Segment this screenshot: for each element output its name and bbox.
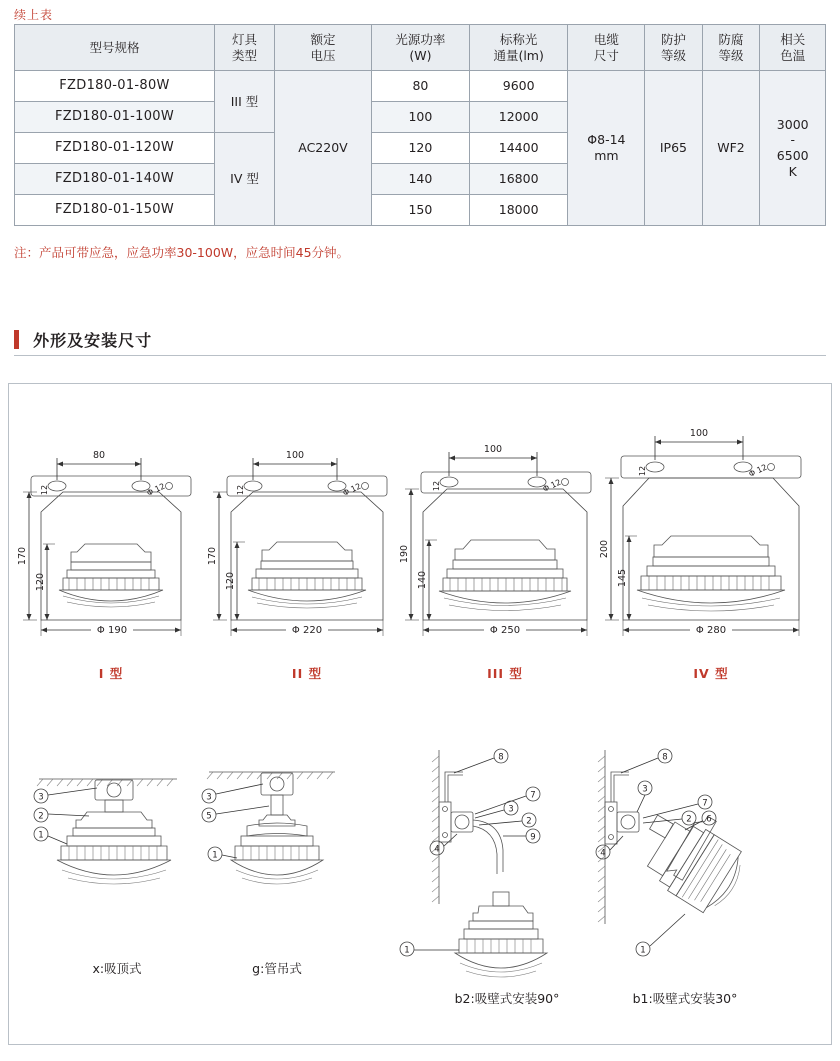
- svg-text:Φ 280: Φ 280: [695, 625, 727, 636]
- spec-table-container: [14, 24, 826, 226]
- col-type: 灯具 类型: [215, 25, 275, 71]
- svg-text:3: 3: [508, 804, 514, 815]
- svg-text:8: 8: [662, 752, 668, 763]
- svg-text:9: 9: [530, 832, 536, 843]
- svg-text:Φ 190: Φ 190: [96, 625, 128, 636]
- svg-text:Φ 12: Φ 12: [341, 481, 363, 498]
- col-model: 型号规格: [15, 25, 215, 71]
- svg-text:Φ 12: Φ 12: [541, 477, 563, 494]
- mounting-drawing-2: [202, 772, 335, 884]
- svg-text:12: 12: [40, 484, 49, 496]
- mounting-caption-1: x:吸顶式: [92, 961, 142, 976]
- cell-power: 140: [371, 164, 469, 195]
- col-cable: 电缆 尺寸: [568, 25, 645, 71]
- fixture-drawing-4: [599, 428, 801, 636]
- fixture-drawing-3: [399, 444, 591, 636]
- svg-text:120: 120: [35, 572, 46, 592]
- svg-text:170: 170: [17, 546, 28, 566]
- svg-text:145: 145: [617, 568, 628, 588]
- svg-text:120: 120: [225, 571, 236, 591]
- cell-model: FZD180-01-120W: [15, 133, 215, 164]
- col-power: 光源功率 (W): [371, 25, 469, 71]
- page-title: 外形及安装尺寸: [33, 331, 153, 350]
- svg-text:3: 3: [642, 784, 648, 795]
- table-note: 注：产品可带应急，应急功率30-100W，应急时间45分钟。: [14, 245, 350, 260]
- cell-cct: 3000 - 6500 K: [760, 71, 826, 226]
- svg-text:12: 12: [638, 465, 647, 477]
- col-voltage: 额定 电压: [275, 25, 372, 71]
- svg-text:5: 5: [206, 811, 212, 822]
- mounting-drawing-3: [400, 749, 547, 977]
- svg-text:3: 3: [206, 792, 212, 803]
- cell-power: 100: [371, 102, 469, 133]
- svg-text:1: 1: [404, 945, 410, 956]
- col-ip: 防护 等级: [645, 25, 702, 71]
- mounting-caption-2: g:管吊式: [252, 961, 302, 976]
- col-cct: 相关 色温: [760, 25, 826, 71]
- col-flux: 标称光 通量(lm): [469, 25, 568, 71]
- svg-text:7: 7: [530, 790, 536, 801]
- cell-power: 150: [371, 195, 469, 226]
- mounting-caption-3: b2:吸壁式安装90°: [454, 991, 560, 1006]
- svg-text:12: 12: [432, 480, 441, 492]
- svg-text:Φ 12: Φ 12: [747, 462, 769, 479]
- cell-flux: 9600: [469, 71, 568, 102]
- svg-text:1: 1: [38, 830, 44, 841]
- table-header-row: [15, 25, 826, 71]
- cell-corrosion: WF2: [702, 71, 760, 226]
- svg-text:7: 7: [702, 798, 708, 809]
- cell-type-4: IV 型: [215, 133, 275, 226]
- technical-drawings-svg: [9, 384, 833, 1046]
- svg-text:200: 200: [599, 539, 610, 559]
- svg-text:2: 2: [526, 816, 532, 827]
- svg-text:190: 190: [399, 544, 410, 564]
- cell-flux: 16800: [469, 164, 568, 195]
- fixture-caption-4: IV 型: [693, 666, 729, 681]
- fixture-drawing-1: [17, 450, 191, 636]
- fixture-caption-2: II 型: [291, 666, 323, 681]
- fixture-caption-1: I 型: [98, 666, 124, 681]
- col-corrosion: 防腐 等级: [702, 25, 760, 71]
- svg-text:Φ 250: Φ 250: [489, 625, 521, 636]
- svg-text:1: 1: [212, 850, 218, 861]
- fixture-caption-3: III 型: [487, 666, 523, 681]
- cell-flux: 18000: [469, 195, 568, 226]
- cell-power: 120: [371, 133, 469, 164]
- cell-model: FZD180-01-140W: [15, 164, 215, 195]
- cell-flux: 12000: [469, 102, 568, 133]
- spec-table: [14, 24, 826, 226]
- cell-voltage: AC220V: [275, 71, 372, 226]
- svg-text:2: 2: [38, 811, 44, 822]
- cell-ip: IP65: [645, 71, 702, 226]
- svg-text:Φ 220: Φ 220: [291, 625, 323, 636]
- svg-text:2: 2: [686, 814, 692, 825]
- svg-text:170: 170: [207, 546, 218, 566]
- svg-text:Φ 12: Φ 12: [145, 481, 167, 498]
- svg-text:1: 1: [640, 945, 646, 956]
- mounting-drawing-4: [596, 749, 752, 956]
- cell-cable: Φ8-14 mm: [568, 71, 645, 226]
- section-accent-bar: [14, 330, 19, 349]
- svg-text:100: 100: [483, 444, 503, 455]
- cell-type-3: III 型: [215, 71, 275, 133]
- svg-text:140: 140: [417, 570, 428, 590]
- drawings-panel: [8, 383, 832, 1045]
- svg-text:8: 8: [498, 752, 504, 763]
- table-row: [15, 71, 826, 102]
- svg-text:12: 12: [236, 484, 245, 496]
- fixture-drawing-2: [207, 450, 387, 636]
- spec-table-head: [15, 25, 826, 71]
- cell-power: 80: [371, 71, 469, 102]
- continued-table-label: 续上表: [14, 8, 54, 22]
- svg-text:100: 100: [689, 428, 709, 439]
- svg-text:6: 6: [706, 814, 712, 825]
- cell-model: FZD180-01-150W: [15, 195, 215, 226]
- svg-text:4: 4: [600, 848, 606, 859]
- cell-model: FZD180-01-100W: [15, 102, 215, 133]
- cell-model: FZD180-01-80W: [15, 71, 215, 102]
- svg-text:3: 3: [38, 792, 44, 803]
- cell-flux: 14400: [469, 133, 568, 164]
- mounting-caption-4: b1:吸壁式安装30°: [632, 991, 738, 1006]
- section-divider: [14, 355, 826, 356]
- section-header: [14, 328, 826, 351]
- svg-text:80: 80: [92, 450, 106, 461]
- mounting-drawing-1: [34, 779, 177, 884]
- svg-text:4: 4: [434, 844, 440, 855]
- spec-table-body: [15, 71, 826, 226]
- svg-text:100: 100: [285, 450, 305, 461]
